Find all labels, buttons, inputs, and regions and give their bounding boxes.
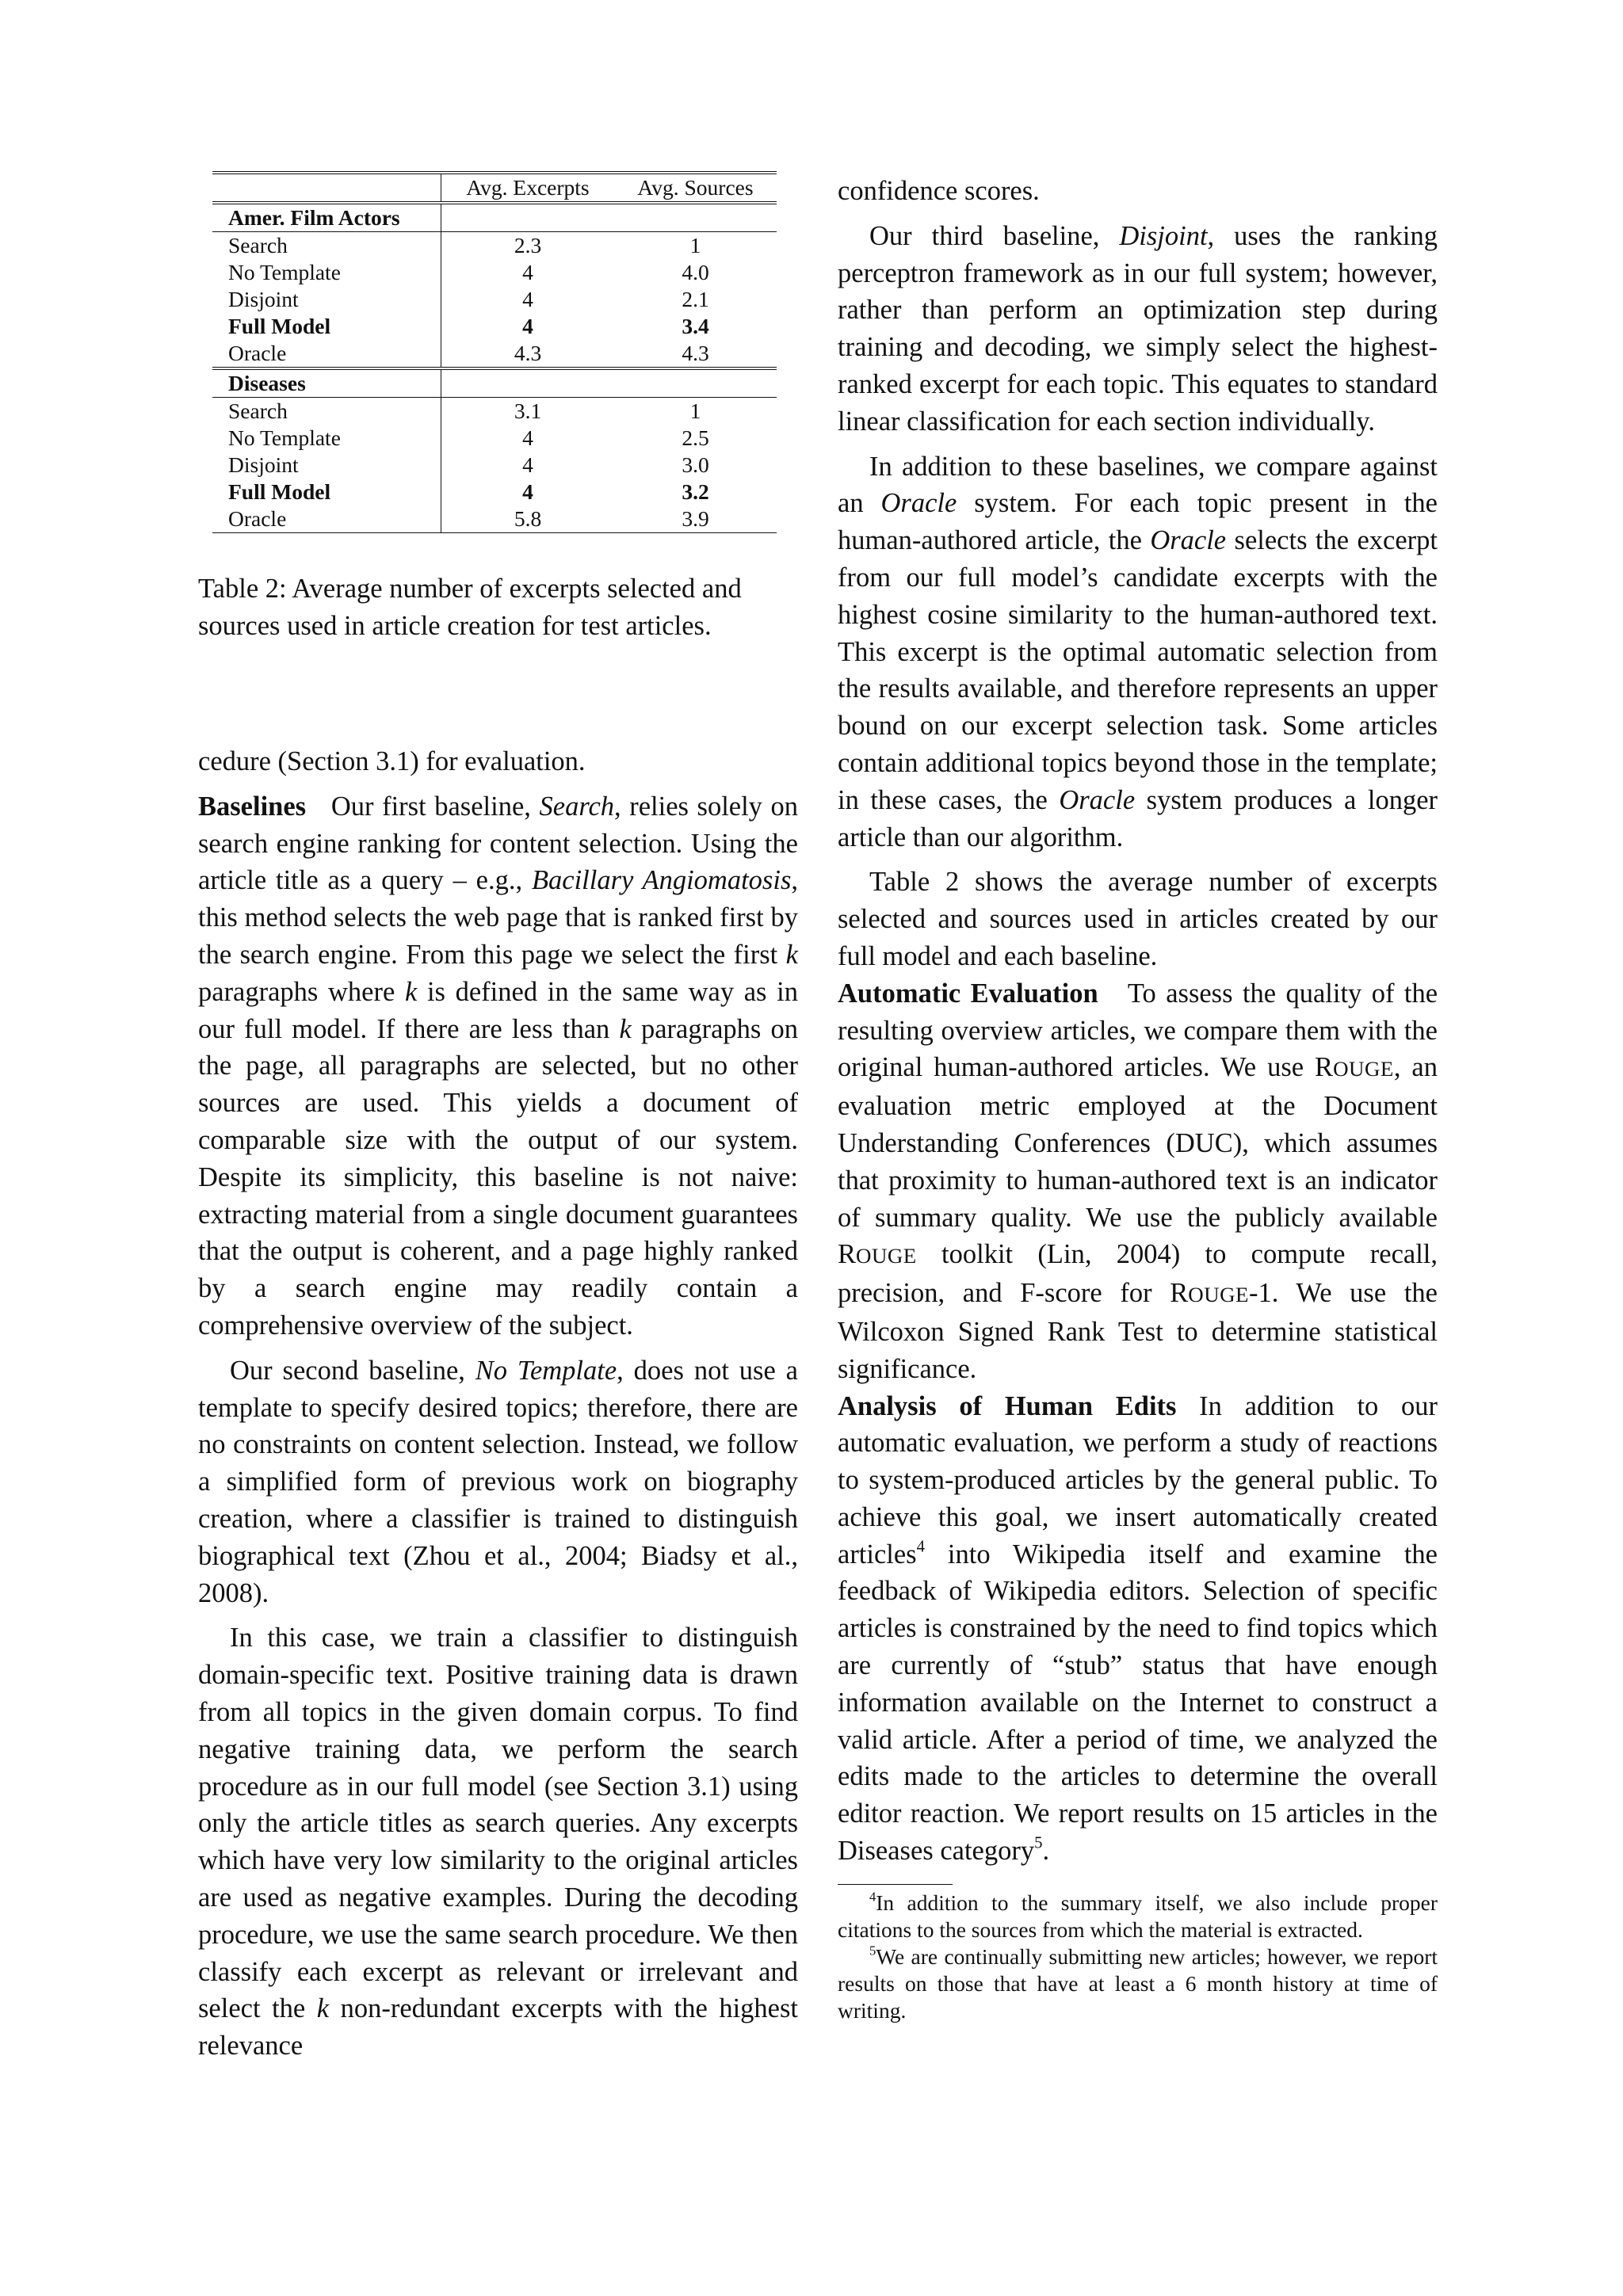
table-row: [212, 425, 777, 452]
table-cell-system: Full Model: [212, 479, 441, 505]
disjoint-baseline-name: Disjoint: [1119, 220, 1208, 251]
paragraph-oracle: In addition to these baselines, we compare against an Oracle system. For each topic present in the human-authored article, the Oracle selects the excerpt from our full model’s candidate excerpts with the highest cosine similarity to the human-authored text. This excerpt is the optimal automatic selection from the results available, and therefore represents an upper bound on our excerpt selection task. Some articles contain additional topics beyond those in the template; in these cases, the Oracle system produces a longer article than our algorithm.: [838, 451, 1438, 852]
paragraph-table-summary: Table 2 shows the average number of excerpts selected and sources used in articles created by our full model and each baseline.: [838, 867, 1438, 971]
table-row: [212, 286, 777, 313]
table-cell-excerpts: 3.1: [514, 399, 542, 423]
paragraph-evaluation-continued: cedure (Section 3.1) for evaluation.: [198, 746, 586, 776]
left-column: [198, 743, 798, 2065]
table-cell-excerpts: 2.3: [514, 233, 542, 257]
table-cell-sources: 3.9: [614, 505, 777, 533]
table-cell-system: Oracle: [212, 505, 441, 533]
table-cell-excerpts: 4: [522, 314, 533, 338]
paragraph-classifier: In this case, we train a classifier to distinguish domain-specific text. Positive training data is drawn from all topics in the given domain corpus. To find negative training data, we perform the search procedure as in our full model (see Section 3.1) using only the article titles as search queries. Any excerpts which have very low similarity to the original articles are used as negative examples. During the decoding procedure, we use the same search procedure. We then classify each excerpt as relevant or irrelevant and select the k non-redundant excerpts with the highest relevance: [198, 1623, 798, 2061]
table-cell-excerpts: 4: [522, 287, 533, 311]
paragraph-human-edits: Analysis of Human Edits In addition to our automatic evaluation, we perform a study of reactions to system-produced articles by the general public. To achieve this goal, we insert automatically created articles$^4$ into Wikipedia itself and examine the feedback of Wikipedia editors. Selection of specific articles is constrained by the need to find topics which are currently of “stub” status that have enough information available on the Internet to construct a valid article. After a period of time, we analyzed the edits made to the articles to determine the overall editor reaction. We report results on 15 articles in the Diseases category$^5$.: [838, 1390, 1438, 1867]
paragraph-automatic-evaluation: Automatic Evaluation To assess the quality of the resulting overview articles, we compare them with the original human-authored articles. We use ROUGE, an evaluation metric employed at the Document Understanding Conferences (DUC), which assumes that proximity to human-authored text is an indicator of summary quality. We use the publicly available ROUGE toolkit (Lin, 2004) to compute recall, precision, and F-score for ROUGE-1. We use the Wilcoxon Signed Rank Test to determine statistical significance.: [838, 978, 1438, 1384]
table-row: [212, 479, 777, 505]
table-cell-sources: 3.0: [682, 452, 709, 477]
table-cell-excerpts: 5.8: [441, 505, 615, 533]
paragraph-no-template: Our second baseline, No Template, does not use a template to specify desired topics; therefore, there are no constraints on content selection. Instead, we follow a simplified form of previous work on biography creation, where a classifier is trained to distinguish biographical text (Zhou et al., 2004; Biadsy et al., 2008).: [198, 1355, 798, 1608]
table-cell-sources: 2.1: [682, 287, 709, 311]
table-cell-system: Disjoint: [212, 452, 441, 479]
table-cell-system: Full Model: [212, 313, 441, 340]
table-cell-excerpts: 4: [522, 260, 533, 284]
table-group-row: [212, 368, 777, 398]
human-edits-heading: Analysis of Human Edits: [838, 1390, 1177, 1421]
paragraph-disjoint: Our third baseline, Disjoint, uses the ranking perceptron framework as in our full system; however, rather than perform an optimization step during training and decoding, we simply select the highest-ranked excerpt for each topic. This equates to standard linear classification for each section individually.: [838, 220, 1438, 437]
table-row: [212, 259, 777, 286]
table-cell-excerpts: 4: [522, 452, 533, 477]
paragraph-confidence: confidence scores.: [838, 176, 1040, 206]
results-table: [212, 171, 777, 533]
table-group-label: Amer. Film Actors: [212, 203, 441, 232]
table-row: [212, 232, 777, 260]
example-query: Bacillary Angiomatosis: [531, 865, 792, 896]
footnote-5-marker: 5: [1034, 1834, 1043, 1852]
table-row: [212, 452, 777, 479]
table-cell-system: No Template: [212, 425, 441, 452]
search-baseline-name: Search: [539, 791, 615, 822]
table-cell-system: Search: [212, 232, 441, 260]
table-cell-sources: 1: [689, 233, 701, 257]
no-template-baseline-name: No Template: [475, 1355, 617, 1386]
table-cell-sources: 2.5: [682, 425, 709, 450]
right-column: [838, 173, 1438, 2024]
table-cell-sources: 4.0: [682, 260, 709, 284]
automatic-evaluation-heading: Automatic Evaluation: [838, 978, 1098, 1009]
footnote-4-marker: 4: [916, 1538, 925, 1556]
table-cell-system: Disjoint: [212, 286, 441, 313]
table-row: [212, 398, 777, 425]
table-header-sources: Avg. Sources: [614, 173, 777, 203]
table-cell-system: Search: [212, 398, 441, 425]
footnote-5: $^5$We are continually submitting new articles; however, we report results on those that have at least a 6 month history at time of writing.: [838, 1943, 1438, 2023]
table-cell-sources: 4.3: [682, 341, 709, 365]
table-cell-system: Oracle: [212, 340, 441, 368]
table-group-label: Diseases: [212, 368, 441, 398]
table-cell-excerpts: 4: [522, 479, 533, 504]
table-cell-excerpts: 4.3: [514, 341, 542, 365]
table-cell-system: No Template: [212, 259, 441, 286]
table-header-excerpts: Avg. Excerpts: [441, 173, 615, 203]
table-header-empty: [212, 173, 441, 203]
table-caption: [198, 570, 798, 645]
paragraph-baselines: Baselines Our first baseline, Search, relies solely on search engine ranking for content selection. Using the article title as a query – e.g., Bacillary Angiomatosis, this method selects the web page that is ranked first by the search engine. From this page we select the first k paragraphs where k is defined in the same way as in our full model. If there are less than k paragraphs on the page, all paragraphs are selected, but no other sources are used. This yields a document of comparable size with the output of our system. Despite its simplicity, this baseline is not naive: extracting material from a single document guarantees that the output is coherent, and a page highly ranked by a search engine may readily contain a comprehensive overview of the subject.: [198, 791, 799, 1341]
table-cell-sources: 1: [689, 399, 701, 423]
table-header-row: [212, 173, 777, 203]
table-cell-excerpts: 4: [522, 425, 533, 450]
table-group-row: [212, 203, 777, 232]
footnote-4: $^4$In addition to the summary itself, we also include proper citations to the sources from which the material is extracted.: [838, 1889, 1438, 1942]
table-row: [212, 505, 777, 533]
baselines-heading: Baselines: [198, 791, 307, 822]
footnote-rule: [838, 1884, 953, 1885]
table-caption-text: Table 2: Average number of excerpts selected and sources used in article creation for test articles.: [198, 574, 742, 641]
table-cell-sources: 3.4: [682, 314, 709, 338]
table-row: [212, 313, 777, 340]
table-cell-sources: 3.2: [682, 479, 709, 504]
table-row: [212, 340, 777, 368]
